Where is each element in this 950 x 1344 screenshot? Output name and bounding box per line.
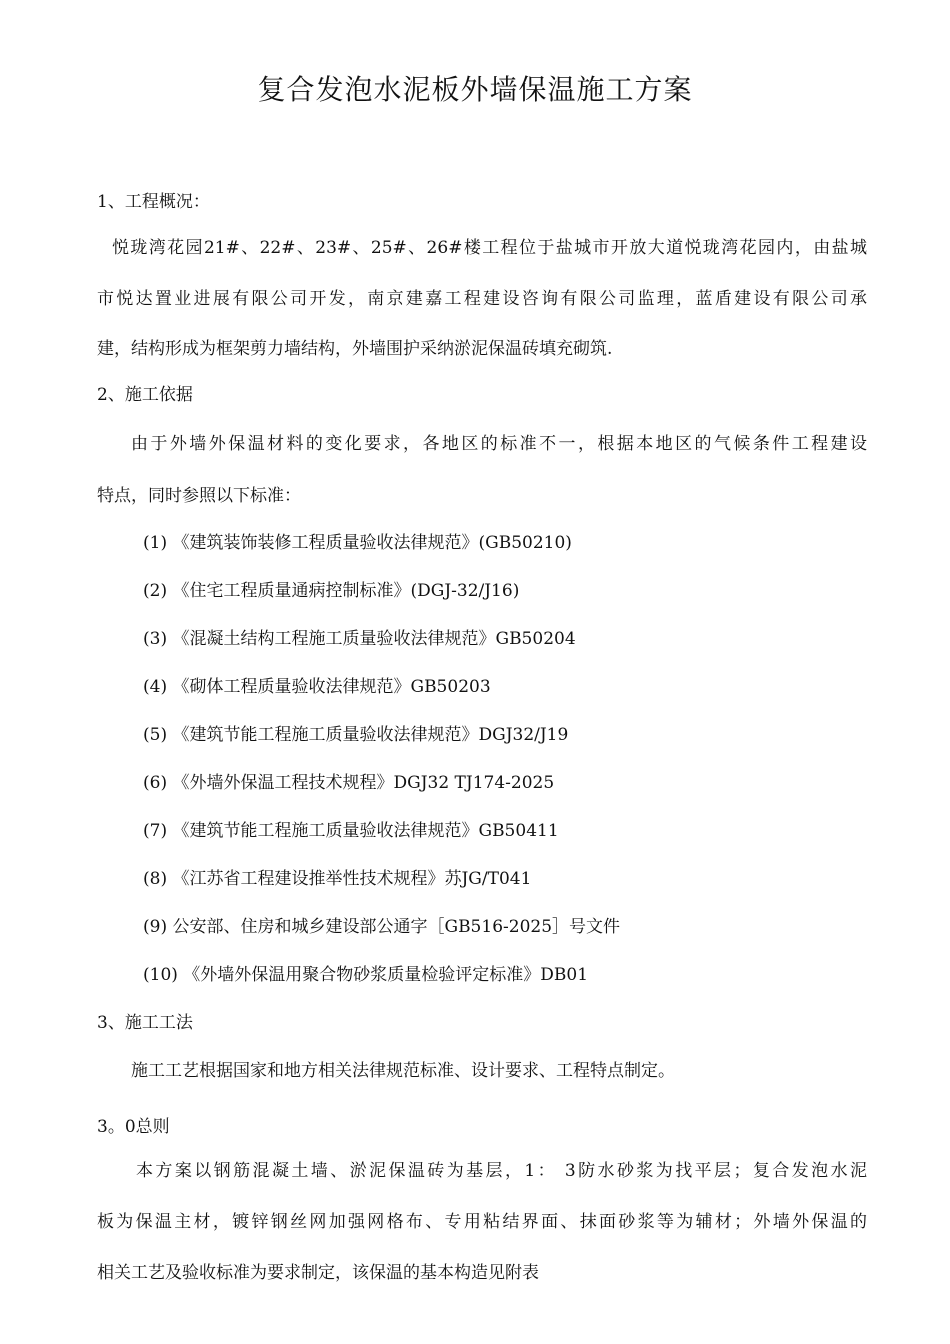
section-1-paragraph-line-3: 建，结构形成为框架剪力墙结构，外墙围护采纳淤泥保温砖填充砌筑.	[97, 339, 613, 359]
standard-item: (4) 《砌体工程质量验收法律规范》GB50203	[143, 677, 491, 697]
standard-item: (6) 《外墙外保温工程技术规程》DGJ32 TJ174-2025	[143, 773, 555, 793]
standard-item: (1) 《建筑装饰装修工程质量验收法律规范》(GB50210)	[143, 533, 572, 553]
section-1-paragraph-line-2: 市悦达置业进展有限公司开发，南京建嘉工程建设咨询有限公司监理，蓝盾建设有限公司承	[97, 289, 867, 309]
section-1-heading: 1、工程概况：	[97, 192, 210, 212]
section-3-0-paragraph-line-3: 相关工艺及验收标准为要求制定，该保温的基本构造见附表	[97, 1263, 539, 1283]
standard-item: (2) 《住宅工程质量通病控制标准》(DGJ-32/J16)	[143, 581, 520, 601]
standard-item: (8) 《江苏省工程建设推举性技术规程》苏JG/T041	[143, 869, 532, 889]
section-2-heading: 2、施工依据	[97, 385, 193, 405]
standard-item: (5) 《建筑节能工程施工质量验收法律规范》DGJ32/J19	[143, 725, 569, 745]
section-3-0-heading: 3。0总则	[97, 1117, 170, 1137]
section-2-paragraph-line-1: 由于外墙外保温材料的变化要求，各地区的标准不一，根据本地区的气候条件工程建设	[131, 434, 867, 454]
section-2-paragraph-line-2: 特点，同时参照以下标准：	[97, 486, 301, 506]
standard-item: (3) 《混凝土结构工程施工质量验收法律规范》GB50204	[143, 629, 576, 649]
document-title: 复合发泡水泥板外墙保温施工方案	[257, 73, 693, 106]
standard-item: (10) 《外墙外保温用聚合物砂浆质量检验评定标准》DB01	[143, 965, 589, 985]
standard-item: (9) 公安部、住房和城乡建设部公通字［GB516-2025］号文件	[143, 917, 621, 937]
section-3-heading: 3、施工工法	[97, 1013, 193, 1033]
section-3-0-paragraph-line-2: 板为保温主材，镀锌钢丝网加强网格布、专用粘结界面、抹面砂浆等为辅材；外墙外保温的	[97, 1212, 867, 1232]
section-1-paragraph-line-1: 悦珑湾花园21#、22#、23#、25#、26#楼工程位于盐城市开放大道悦珑湾花园内，由盐城	[112, 238, 867, 258]
standard-item: (7) 《建筑节能工程施工质量验收法律规范》GB50411	[143, 821, 559, 841]
section-3-paragraph: 施工工艺根据国家和地方相关法律规范标准、设计要求、工程特点制定。	[131, 1061, 675, 1081]
section-3-0-paragraph-line-1: 本方案以钢筋混凝土墙、淤泥保温砖为基层，1： 3防水砂浆为找平层；复合发泡水泥	[136, 1161, 867, 1181]
